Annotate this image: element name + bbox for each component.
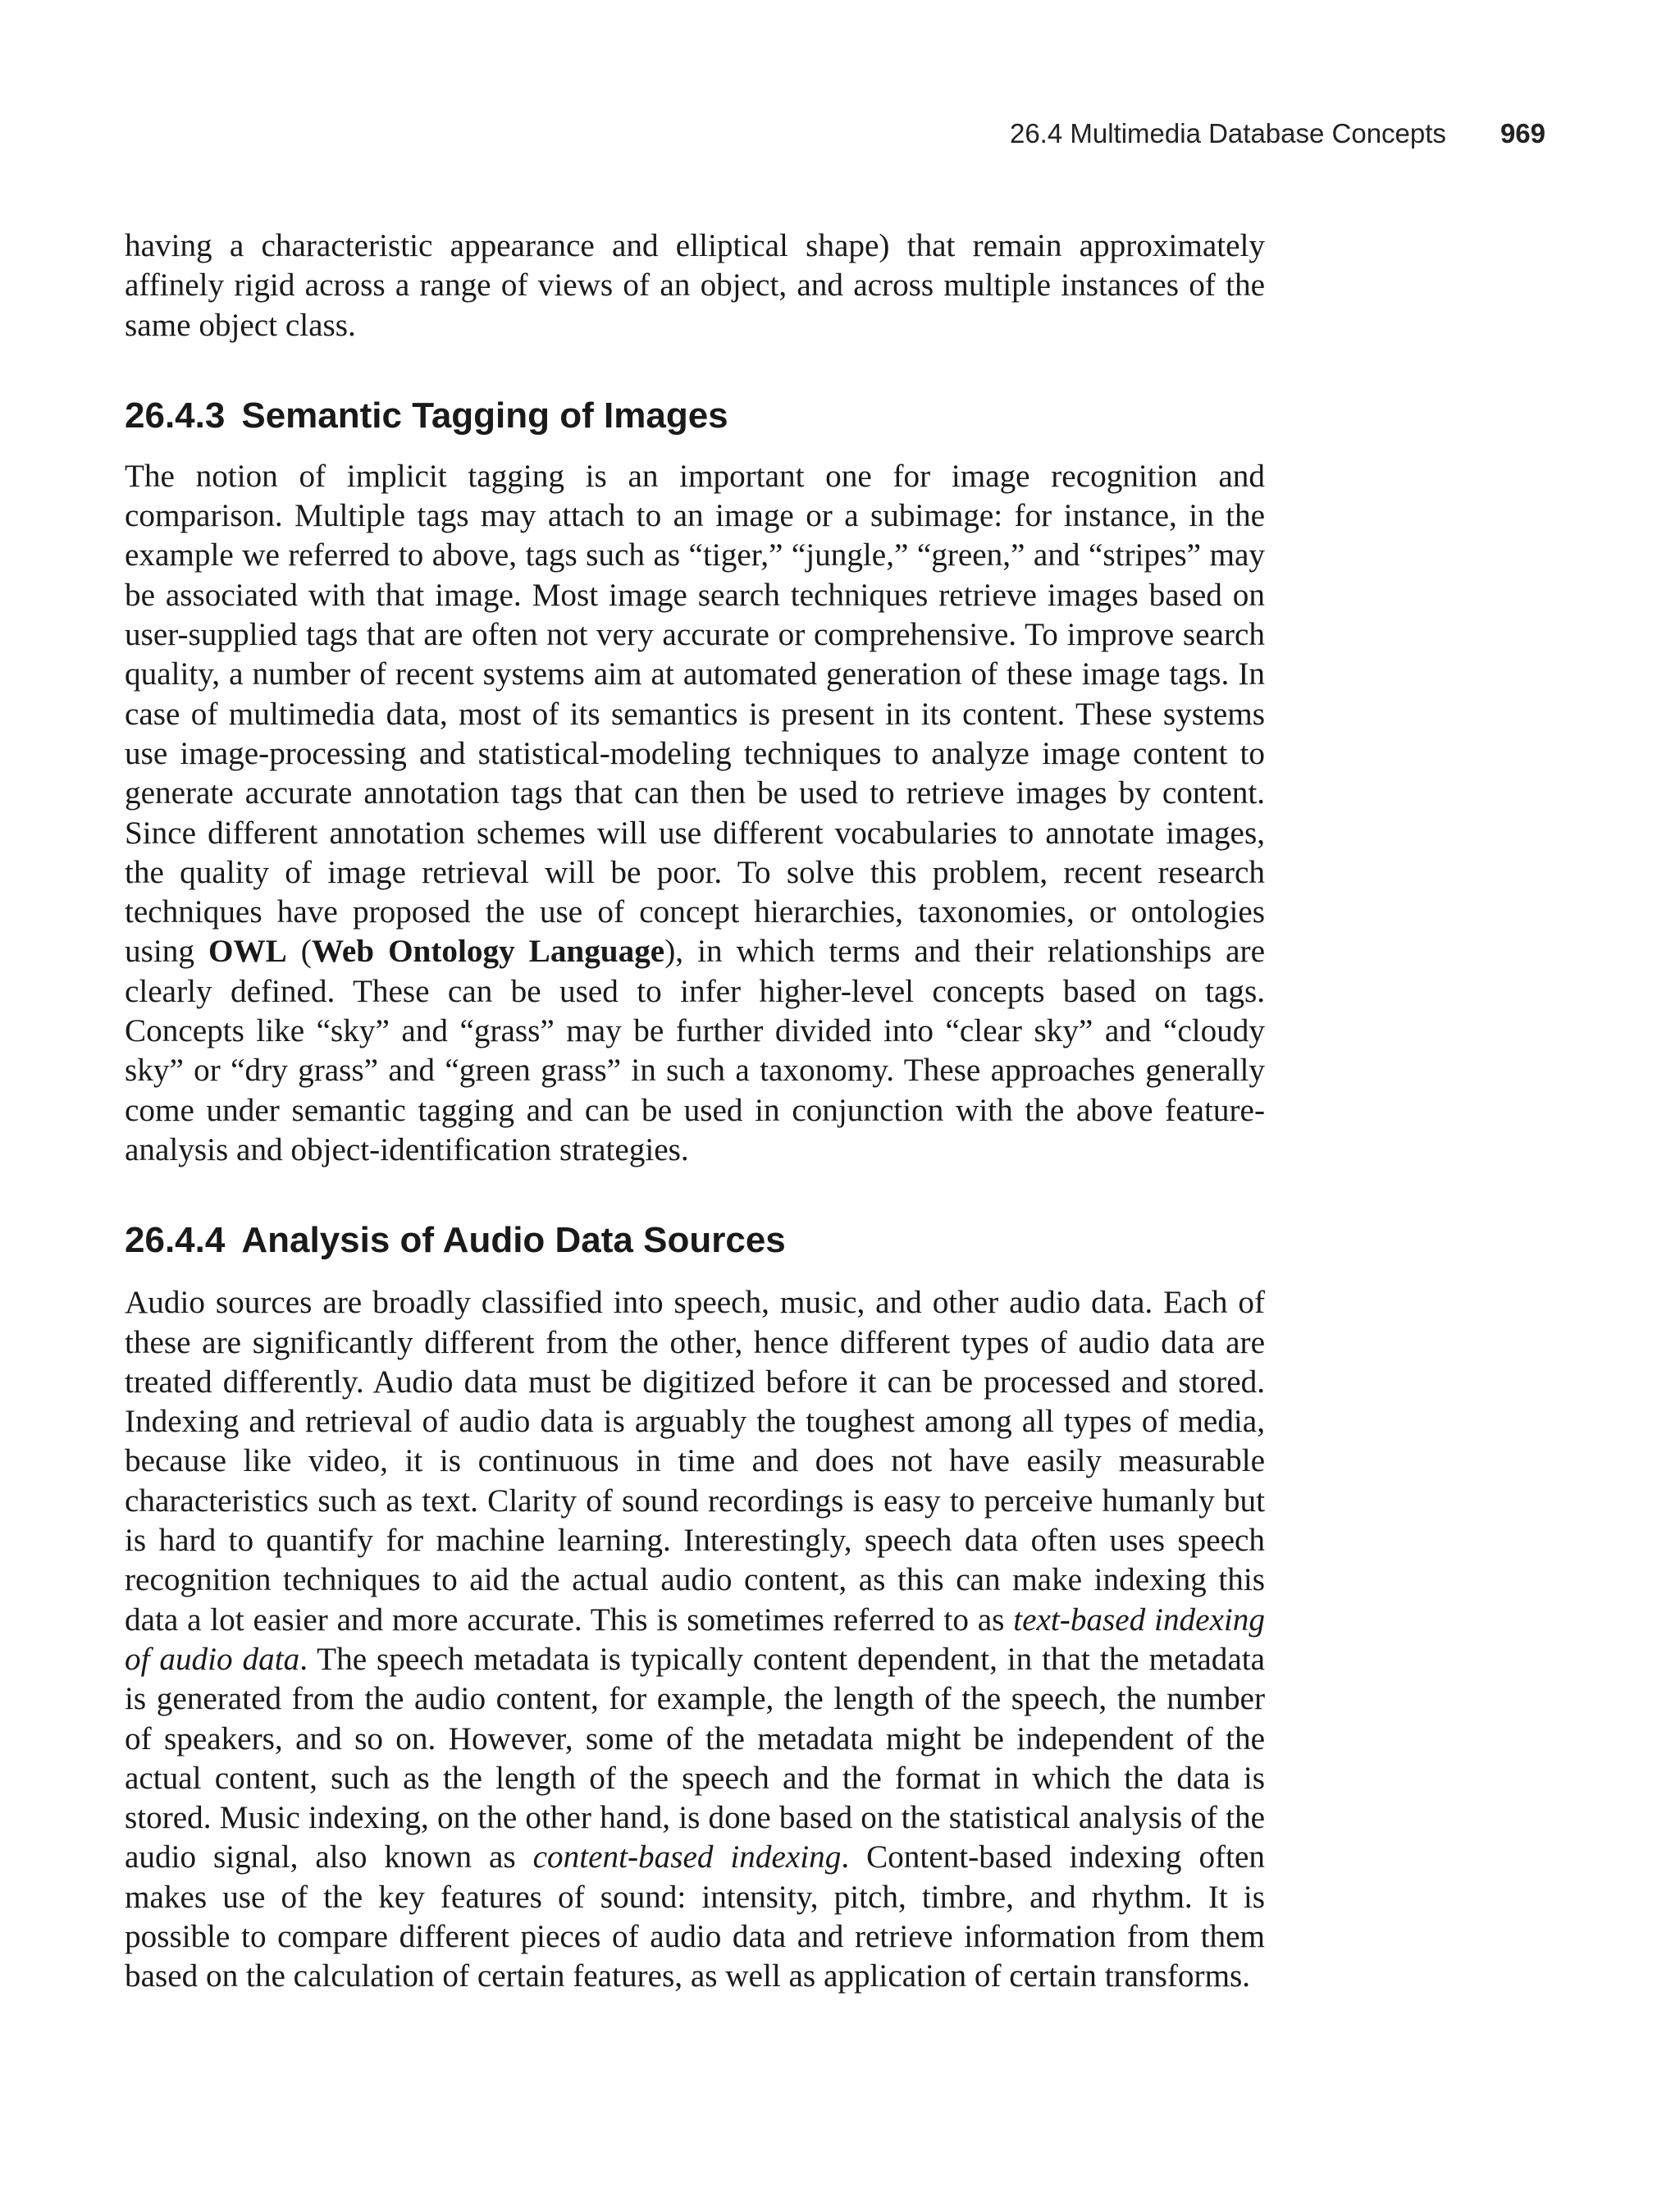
italic-term-text-based-indexing: text-based indexing of audio data xyxy=(125,1601,1265,1677)
semantic-tagging-paragraph xyxy=(125,457,1265,1170)
section-number: 26.4.3 xyxy=(125,395,226,436)
text-run: The notion of implicit tagging is an important one for image recognition and comparison. Multiple tags may attach to an image or a subimage: for instance, in the example we referred to above, tags such as “tiger,” “jungle,” “green,” and “stripes” may be associated with that image. Most image search techniques retrieve images based on user-supplied tags that are often not very accurate or comprehensive. To improve search quality, a number of recent systems aim at automated generation of these image tags. In case of multimedia data, most of its semantics is present in its content. These systems use image-processing and statistical-modeling techniques to analyze image content to generate accurate annotation tags that can then be used to retrieve images by content. Since different annotation schemes will use different vocabularies to annotate images, the quality of image retrieval will be poor. To solve this problem, recent research techniques have proposed the use of concept hierarchies, taxonomies, or ontologies using xyxy=(125,458,1265,970)
italic-term-content-based-indexing: content-based indexing xyxy=(532,1839,842,1875)
running-header-section-title: 26.4 Multimedia Database Concepts xyxy=(1009,118,1446,148)
audio-analysis-paragraph xyxy=(125,1283,1265,1996)
text-run: Audio sources are broadly classified into speech, music, and other audio data. Each of these are significantly different from the other, hence different types of audio data are treated differently. Audio data must be digitized before it can be processed and stored. Indexing and retrieval of audio data is arguably the toughest among all types of media, because like video, it is continuous in time and does not have easily measurable characteristics such as text. Clarity of sound recordings is easy to perceive humanly but is hard to quantify for machine learning. Interestingly, speech data often uses speech recognition techniques to aid the actual audio content, as this can make indexing this data a lot easier and more accurate. This is sometimes referred to as xyxy=(125,1285,1265,1638)
section-number: 26.4.4 xyxy=(125,1220,226,1261)
section-title: Semantic Tagging of Images xyxy=(241,395,728,436)
text-run: , in which terms and their relationships are clearly defined. These can be used to infer higher-level concepts based on tags. Concepts like “sky” and “grass” may be further divided into “clear sky” and “cloudy sky” or “dry grass” and “green grass” in such a taxonomy. These approaches generally come under semantic tagging and can be used in conjunction with the above feature-analysis and object-identification strategies. xyxy=(125,934,1265,1167)
bold-term-owl: OWL xyxy=(208,934,287,970)
body-text-column xyxy=(125,226,1265,1997)
intro-paragraph: having a characteristic appearance and elliptical shape) that remain approximately affinely rigid across a range of views of an object, and across multiple instances of the same object class. xyxy=(125,228,1265,343)
text-run: . Content-based indexing often makes use of the key features of sound: intensity, pitch, timbre, and rhythm. It is possible to compare different pieces of audio data and retrieve information from them based on the calculation of certain features, as well as application of certain transforms. xyxy=(125,1839,1265,1994)
running-header xyxy=(820,118,1545,149)
section-title: Analysis of Audio Data Sources xyxy=(241,1220,786,1261)
text-run: . The speech metadata is typically content dependent, in that the metadata is generated from the audio content, for example, the length of the speech, the number of speakers, and so on. However, some of the metadata might be independent of the actual content, such as the length of the speech and the format in which the data is stored. Music indexing, on the other hand, is done based on the statistical analysis of the audio signal, also known as xyxy=(125,1641,1266,1875)
text-run: ) xyxy=(664,934,676,970)
section-heading-audio-analysis xyxy=(125,1216,1265,1265)
bold-term-web-ontology-language: Web Ontology Language xyxy=(311,934,665,970)
section-heading-semantic-tagging xyxy=(125,391,1265,441)
text-run: ( xyxy=(286,934,312,970)
page-number: 969 xyxy=(1500,118,1545,148)
